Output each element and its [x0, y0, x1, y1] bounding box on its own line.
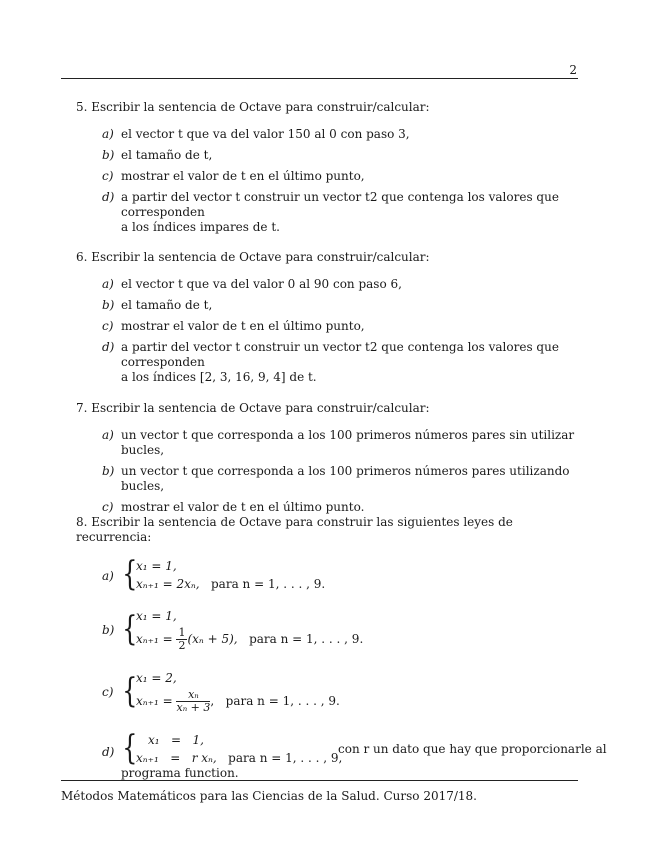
list-item: c) mostrar el valor de t en el último punto. [102, 500, 365, 514]
item-list [76, 277, 578, 385]
problem-8 [76, 515, 607, 791]
page-footer: Métodos Matemáticos para las Ciencias de la Salud. Curso 2017/18. [61, 789, 477, 803]
item-list [76, 127, 578, 235]
item-list [76, 428, 578, 515]
list-item: b) el tamaño de t, [102, 148, 213, 162]
recurrence-b: b) { x₁ = 1, xₙ₊₁ = $\frac{1}{2}$ (xₙ + 5), para n = 1, . . . , 9. [102, 609, 364, 652]
list-item: c) mostrar el valor de t en el último punto, [102, 169, 365, 183]
page-number: 2 [569, 63, 577, 77]
list-item: a) el vector t que va del valor 150 al 0 con paso 3, [102, 127, 410, 141]
problem-title: 7. Escribir la sentencia de Octave para construir/calcular: [76, 401, 430, 415]
problem-title: 8. Escribir la sentencia de Octave para construir las siguientes leyes de recurrencia: [76, 515, 513, 544]
list-item: d) a partir del vector t construir un vector t2 que contenga los valores que corresponden a los índices impares de t. [102, 190, 559, 234]
recurrence-c: c) { x₁ = 2, xₙ₊₁ = $\frac{\text{xₙ}}{\text{xₙ + 3}}$ , para n = 1, . . . , 9. [102, 671, 340, 714]
header-rule [61, 78, 578, 79]
list-item: b) un vector t que corresponda a los 100 primeros números pares utilizando bucles, [102, 464, 570, 493]
list-item: d) a partir del vector t construir un vector t2 que contenga los valores que corresponden a los índices [2, 3, 16, 9, 4] de t. [102, 340, 559, 384]
recurrence-d: d) { x₁ = 1, xₙ₊₁ = r xₙ, para n = 1, . . . , 9, con r un dato que hay que proporcionarle al programa function. [102, 728, 607, 780]
list-item: a) el vector t que va del valor 0 al 90 con paso 6, [102, 277, 402, 291]
recurrence-a: a) { x₁ = 1, xₙ₊₁ = 2xₙ, para n = 1, . . . , 9. [102, 554, 326, 594]
footer-rule [61, 780, 578, 781]
problem-6 [76, 250, 578, 391]
problem-7 [76, 401, 578, 521]
system-list [76, 554, 607, 780]
problem-title: 5. Escribir la sentencia de Octave para construir/calcular: [76, 100, 430, 114]
list-item: a) un vector t que corresponda a los 100 primeros números pares sin utilizar bucles, [102, 428, 575, 457]
list-item: c) mostrar el valor de t en el último punto, [102, 319, 365, 333]
problem-title: 6. Escribir la sentencia de Octave para construir/calcular: [76, 250, 430, 264]
list-item: b) el tamaño de t, [102, 298, 213, 312]
problem-5 [76, 100, 578, 241]
